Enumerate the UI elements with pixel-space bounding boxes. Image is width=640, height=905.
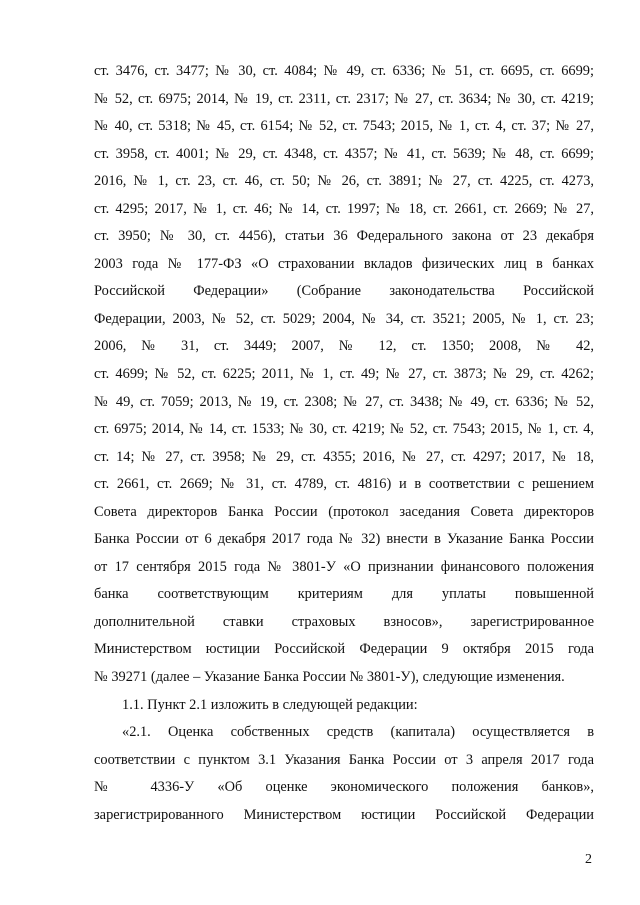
text-line: Министерством юстиции Российской Федерации 9 октября 2015 года: [94, 641, 594, 658]
text-line: ст. 2661, ст. 2669; № 31, ст. 4789, ст. 4816) и в соответствии с решением: [94, 476, 594, 493]
text-line: зарегистрированного Министерством юстиции Российской Федерации: [94, 806, 594, 823]
page-number: 2: [585, 852, 592, 867]
text-line: № 4336-У «Об оценке экономического положения банков»,: [94, 779, 594, 796]
text-line: «2.1. Оценка собственных средств (капитала) осуществляется в: [122, 724, 594, 741]
text-line: Российской Федерации» (Собрание законодательства Российской: [94, 283, 594, 300]
text-line: Федерации, 2003, № 52, ст. 5029; 2004, № 34, ст. 3521; 2005, № 1, ст. 23;: [94, 310, 594, 327]
text-line: 2016, № 1, ст. 23, ст. 46, ст. 50; № 26, ст. 3891; № 27, ст. 4225, ст. 4273,: [94, 173, 594, 190]
text-line: Банка России от 6 декабря 2017 года № 32) внести в Указание Банка России: [94, 531, 594, 548]
text-line: № 49, ст. 7059; 2013, № 19, ст. 2308; № 27, ст. 3438; № 49, ст. 6336; № 52,: [94, 393, 594, 410]
text-line: ст. 4295; 2017, № 1, ст. 46; № 14, ст. 1997; № 18, ст. 2661, ст. 2669; № 27,: [94, 200, 594, 217]
text-line: Совета директоров Банка России (протокол заседания Совета директоров: [94, 503, 594, 520]
text-line: банка соответствующим критериям для уплаты повышенной: [94, 586, 594, 603]
text-line: соответствии с пунктом 3.1 Указания Банка России от 3 апреля 2017 года: [94, 751, 594, 768]
text-line: 2003 года № 177-ФЗ «О страховании вкладов физических лиц в банках: [94, 255, 594, 272]
text-line: от 17 сентября 2015 года № 3801-У «О признании финансового положения: [94, 558, 594, 575]
text-line: дополнительной ставки страховых взносов», зарегистрированное: [94, 613, 594, 630]
text-line: ст. 14; № 27, ст. 3958; № 29, ст. 4355; 2016, № 27, ст. 4297; 2017, № 18,: [94, 448, 594, 465]
text-line: ст. 6975; 2014, № 14, ст. 1533; № 30, ст. 4219; № 52, ст. 7543; 2015, № 1, ст. 4,: [94, 421, 594, 438]
text-line: № 39271 (далее – Указание Банка России № 3801-У), следующие изменения.: [94, 669, 565, 686]
text-line: № 40, ст. 5318; № 45, ст. 6154; № 52, ст. 7543; 2015, № 1, ст. 4, ст. 37; № 27,: [94, 118, 594, 135]
text-line: ст. 3950; № 30, ст. 4456), статьи 36 Федерального закона от 23 декабря: [94, 228, 594, 245]
text-line: ст. 3958, ст. 4001; № 29, ст. 4348, ст. 4357; № 41, ст. 5639; № 48, ст. 6699;: [94, 145, 594, 162]
text-line: 1.1. Пункт 2.1 изложить в следующей редакции:: [122, 696, 418, 713]
text-line: ст. 3476, ст. 3477; № 30, ст. 4084; № 49, ст. 6336; № 51, ст. 6695, ст. 6699;: [94, 63, 594, 79]
text-line: ст. 4699; № 52, ст. 6225; 2011, № 1, ст. 49; № 27, ст. 3873; № 29, ст. 4262;: [94, 366, 594, 383]
text-line: № 52, ст. 6975; 2014, № 19, ст. 2311, ст. 2317; № 27, ст. 3634; № 30, ст. 4219;: [94, 90, 594, 107]
text-line: 2006, № 31, ст. 3449; 2007, № 12, ст. 1350; 2008, № 42,: [94, 338, 594, 355]
document-body-text: [94, 58, 594, 829]
